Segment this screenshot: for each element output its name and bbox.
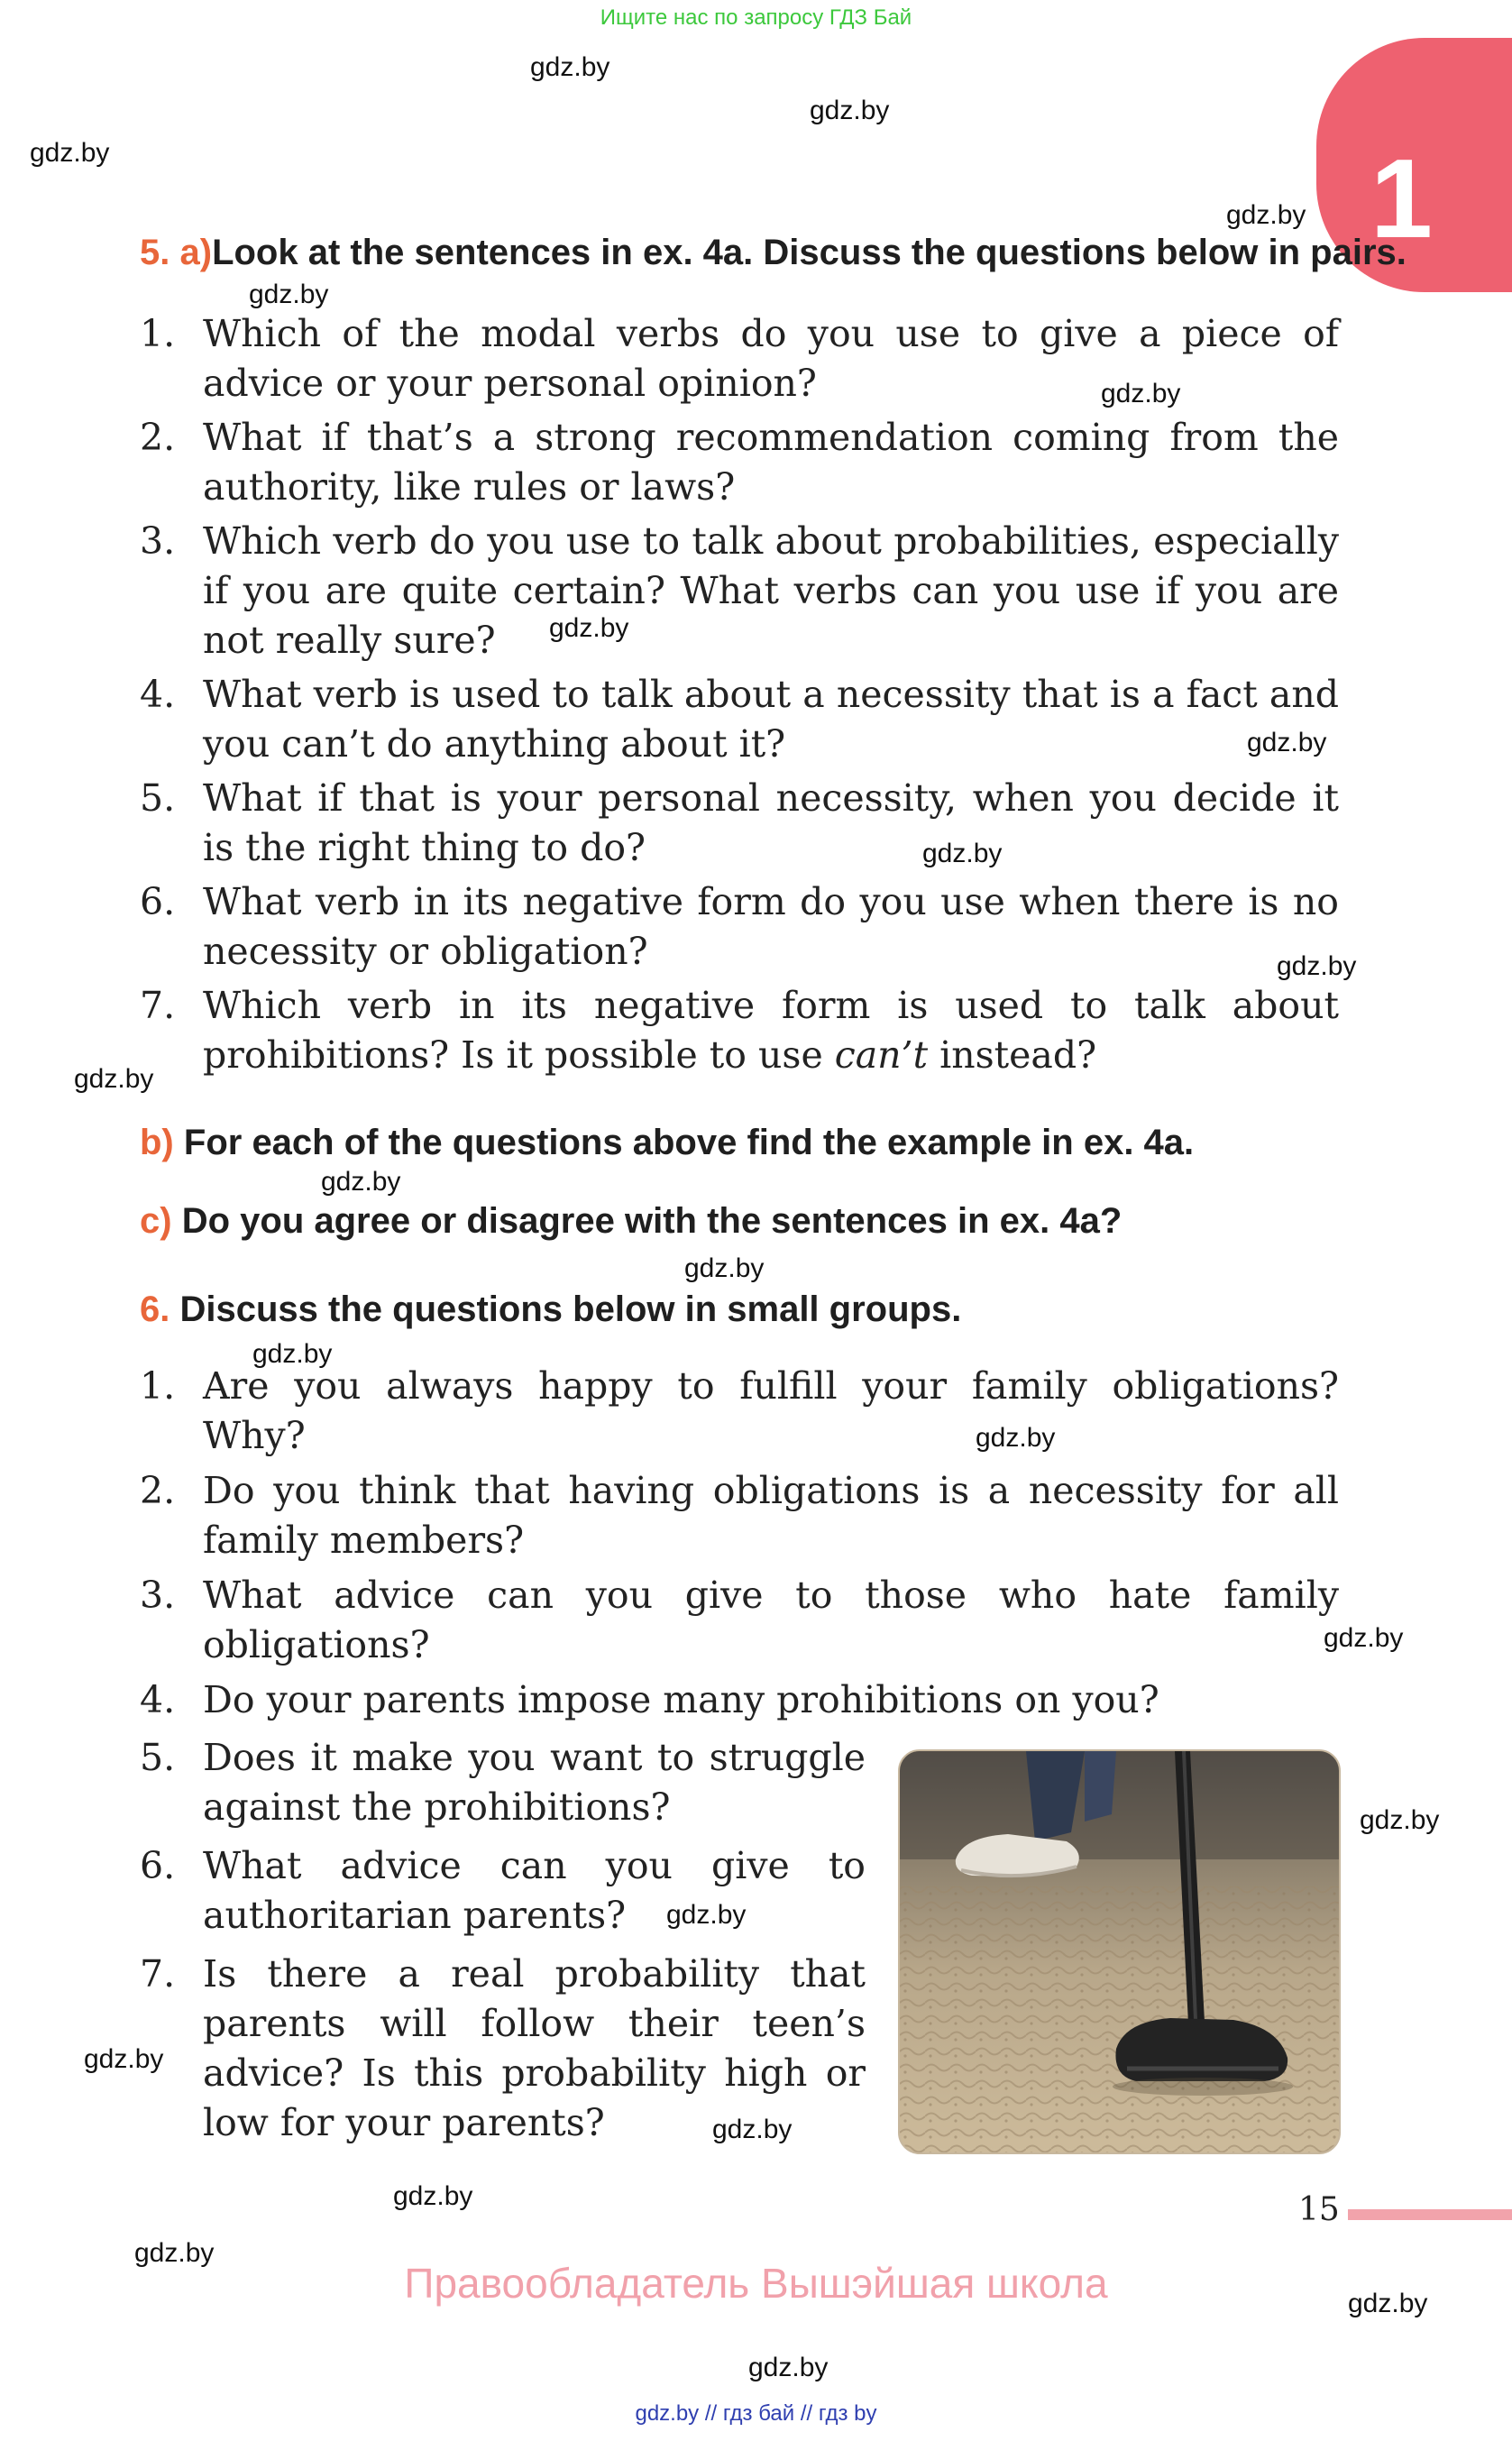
item-number: 6. — [140, 880, 176, 923]
item-number: 4. — [140, 673, 176, 716]
list-item — [140, 877, 1339, 977]
unit-number: 1 — [1370, 137, 1433, 262]
list-item — [140, 981, 1339, 1080]
item-text: Which of the modal verbs do you use to give a piece of advice or your personal opinion? — [203, 312, 1339, 405]
vacuum-cleaner-photo — [898, 1749, 1341, 2154]
footer-links[interactable]: gdz.by // гдз бай // гдз by — [635, 2401, 877, 2426]
exercise-number: 5. — [140, 233, 170, 272]
watermark: gdz.by — [74, 1064, 154, 1094]
list-item — [140, 1466, 1339, 1565]
watermark: gdz.by — [684, 1253, 765, 1283]
item-text-end: instead? — [928, 1033, 1097, 1077]
watermark: gdz.by — [1247, 728, 1327, 757]
exercise-letter: a) — [179, 233, 213, 272]
watermark: gdz.by — [1101, 379, 1181, 408]
page-number: 15 — [1298, 2191, 1340, 2228]
list-item — [140, 1733, 866, 1832]
watermark: gdz.by — [393, 2181, 473, 2211]
item-number: 3. — [140, 519, 176, 563]
list-item — [140, 517, 1339, 665]
exercise-number: 6. — [140, 1289, 170, 1329]
page-number-bar — [1348, 2209, 1512, 2220]
list-item — [140, 413, 1339, 512]
exercise-5c-heading — [140, 1201, 1122, 1242]
watermark: gdz.by — [530, 52, 610, 82]
item-text: What verb is used to talk about a necessity that is a fact and you can’t do anything about it? — [203, 673, 1339, 766]
list-item — [140, 1841, 866, 1941]
exercise-5a-heading — [140, 233, 1407, 273]
watermark: gdz.by — [249, 280, 329, 309]
watermark: gdz.by — [1348, 2289, 1428, 2318]
item-text: Is there a real probability that parents will follow their teen’s advice? Is this probability high or low for your parents? — [203, 1952, 866, 2144]
watermark: gdz.by — [1277, 951, 1357, 981]
item-text: Do your parents impose many prohibitions on you? — [203, 1678, 1159, 1721]
watermark: gdz.by — [321, 1167, 401, 1197]
item-text-italic: can’t — [834, 1033, 929, 1077]
item-number: 1. — [140, 312, 176, 355]
exercise-instruction: Discuss the questions below in small groups. — [179, 1289, 962, 1329]
item-text: What if that’s a strong recommendation coming from the authority, like rules or laws? — [203, 416, 1339, 509]
item-number: 6. — [140, 1844, 176, 1887]
item-text: What advice can you give to those who hate family obligations? — [203, 1574, 1339, 1666]
site-search-note[interactable]: Ищите нас по запросу ГДЗ Бай — [600, 5, 912, 30]
copyright-holder: Правообладатель Вышэйшая школа — [404, 2260, 1108, 2307]
exercise-instruction: Do you agree or disagree with the sentences in ex. 4a? — [181, 1201, 1123, 1241]
exercise-letter: c) — [140, 1201, 172, 1241]
watermark: gdz.by — [976, 1423, 1056, 1453]
exercise-letter: b) — [140, 1123, 174, 1162]
item-number: 3. — [140, 1574, 176, 1617]
item-number: 4. — [140, 1678, 176, 1721]
watermark: gdz.by — [134, 2238, 215, 2268]
exercise-instruction: For each of the questions above find the example in ex. 4a. — [183, 1123, 1195, 1162]
item-text: What if that is your personal necessity, when you decide it is the right thing to do? — [203, 776, 1339, 869]
item-text: Does it make you want to struggle against the prohibitions? — [203, 1736, 866, 1829]
item-number: 2. — [140, 1469, 176, 1512]
watermark: gdz.by — [748, 2353, 829, 2382]
item-text: What advice can you give to authoritarian parents? — [203, 1844, 866, 1937]
watermark: gdz.by — [1324, 1623, 1404, 1653]
watermark: gdz.by — [1226, 200, 1306, 230]
vacuum-cleaner-illustration — [900, 1751, 1339, 2152]
watermark: gdz.by — [810, 96, 890, 125]
item-text: Are you always happy to fulfill your family obligations? Why? — [203, 1364, 1339, 1457]
watermark: gdz.by — [922, 839, 1003, 868]
watermark: gdz.by — [1360, 1805, 1440, 1835]
item-number: 2. — [140, 416, 176, 459]
list-item — [140, 1675, 1339, 1725]
exercise-instruction: Look at the sentences in ex. 4a. Discuss the questions below in pairs. — [212, 233, 1407, 272]
list-item — [140, 774, 1339, 873]
watermark: gdz.by — [666, 1900, 747, 1930]
exercise-5b-heading — [140, 1123, 1194, 1163]
list-item — [140, 670, 1339, 769]
item-text — [203, 981, 1339, 1080]
watermark: gdz.by — [252, 1339, 333, 1369]
list-item — [140, 1571, 1339, 1670]
item-number: 5. — [140, 776, 176, 820]
item-number: 1. — [140, 1364, 176, 1408]
item-number: 7. — [140, 1952, 176, 1996]
item-number: 7. — [140, 984, 176, 1027]
exercise-6-heading — [140, 1289, 961, 1330]
list-item — [140, 1362, 1339, 1461]
watermark: gdz.by — [712, 2115, 793, 2144]
item-number: 5. — [140, 1736, 176, 1779]
list-item — [140, 309, 1339, 408]
item-text-start: Which verb in its negative form is used to talk about prohibitions? Is it possible to use — [203, 984, 1339, 1077]
watermark: gdz.by — [549, 613, 629, 643]
item-text: Which verb do you use to talk about probabilities, especially if you are quite certain? What verbs can you use if you are not really sure? — [203, 519, 1339, 662]
list-item — [140, 1950, 866, 2148]
watermark: gdz.by — [84, 2044, 164, 2074]
item-text: What verb in its negative form do you use when there is no necessity or obligation? — [203, 880, 1339, 973]
watermark: gdz.by — [30, 138, 110, 168]
item-text: Do you think that having obligations is a necessity for all family members? — [203, 1469, 1339, 1562]
